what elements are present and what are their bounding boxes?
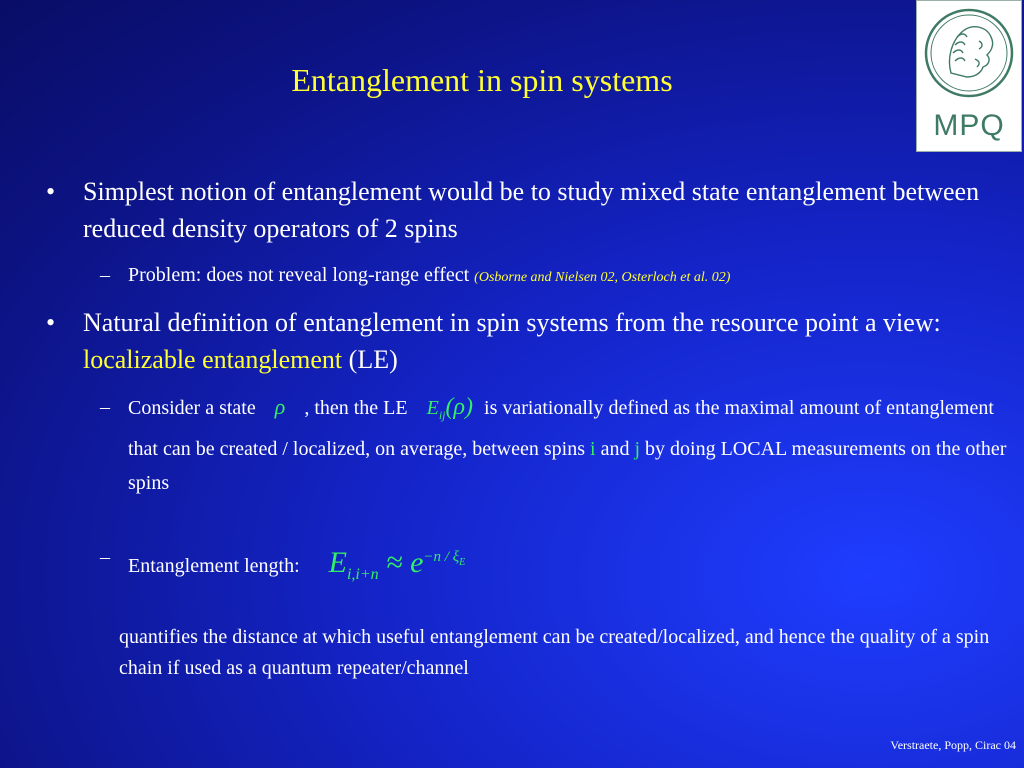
entanglement-length-label: Entanglement length: xyxy=(128,555,300,577)
sub-bullet-marker: – xyxy=(100,264,110,286)
variational-definition-text: is variationally defined as the maximal amount of entanglement that can be created / localized, on average, between spins xyxy=(128,397,994,460)
mpq-logo xyxy=(916,0,1022,152)
local-measurements-text: by doing LOCAL measurements on the other spins xyxy=(128,438,1007,494)
quantifies-text: quantifies the distance at which useful entanglement can be created/localized, and hence the quality of a spin chain if used as a quantum repeater/channel xyxy=(119,626,990,679)
then-le-text: , then the LE xyxy=(304,397,408,419)
localizable-entanglement-highlight: localizable entanglement xyxy=(83,345,343,374)
le-argument: (ρ) xyxy=(445,394,474,420)
sub-bullet-marker: – xyxy=(100,396,110,418)
formula-subscript: i,i+n xyxy=(346,566,379,583)
bullet-marker: • xyxy=(46,308,56,337)
bullet-2-text: Natural definition of entanglement in spin systems from the resource point a view: xyxy=(83,308,941,337)
logo-text: MPQ xyxy=(933,109,1005,142)
bullet-marker: • xyxy=(46,177,56,206)
le-subscript: ij xyxy=(438,408,446,422)
consider-text: Consider a state xyxy=(128,397,256,419)
minerva-emblem-icon xyxy=(917,1,1021,111)
citation: (Osborne and Nielsen 02, Osterloch et al. 02) xyxy=(474,270,731,285)
and-text: and xyxy=(600,438,630,460)
bullet-1-text: Simplest notion of entanglement would be to study mixed state entanglement between reduced density operators of 2 spins xyxy=(83,177,980,243)
rho-symbol: ρ xyxy=(274,394,286,419)
le-symbol: E xyxy=(426,397,439,419)
spin-i: i xyxy=(590,438,596,460)
sub-bullet-marker: – xyxy=(100,546,110,568)
spin-j: j xyxy=(634,438,641,460)
slide-title: Entanglement in spin systems xyxy=(291,62,673,98)
le-abbrev: (LE) xyxy=(348,345,398,374)
sub-bullet-problem-text: Problem: does not reveal long-range effect xyxy=(128,264,470,286)
formula-E: E xyxy=(328,546,347,579)
le-formula xyxy=(426,394,474,422)
entanglement-length-formula xyxy=(328,546,466,583)
formula-approx: ≈ e xyxy=(386,546,424,579)
formula-exponent: −n / ξE xyxy=(423,549,466,568)
footer-authors: Verstraete, Popp, Cirac 04 xyxy=(890,738,1016,752)
